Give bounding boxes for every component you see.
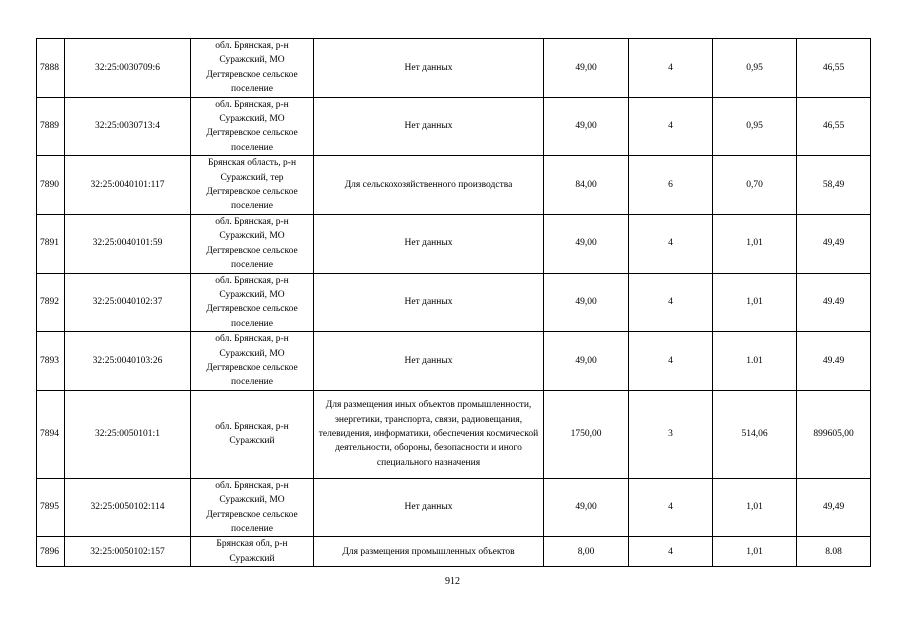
- value-2-cell: 4: [629, 273, 713, 332]
- cadastral-number-cell: 32:25:0040101:59: [65, 214, 191, 273]
- land-registry-table: [36, 38, 871, 567]
- value-3-cell: 1,01: [713, 478, 797, 537]
- value-2-cell: 6: [629, 156, 713, 215]
- value-4-cell: 49.49: [797, 273, 871, 332]
- table-row: [37, 39, 871, 98]
- row-number-cell: 7892: [37, 273, 65, 332]
- row-number-cell: 7890: [37, 156, 65, 215]
- cadastral-number-cell: 32:25:0050102:114: [65, 478, 191, 537]
- table-row: [37, 478, 871, 537]
- cadastral-number-cell: 32:25:0050102:157: [65, 537, 191, 567]
- row-number-cell: 7891: [37, 214, 65, 273]
- value-3-cell: 1,01: [713, 273, 797, 332]
- table-row: [37, 390, 871, 478]
- permitted-use-cell: Нет данных: [314, 39, 544, 98]
- permitted-use-cell: Нет данных: [314, 273, 544, 332]
- value-4-cell: 58,49: [797, 156, 871, 215]
- permitted-use-cell: Нет данных: [314, 97, 544, 156]
- address-cell: обл. Брянская, р-н Суражский, МО Дегтяревское сельское поселение: [191, 39, 314, 98]
- permitted-use-cell: Для размещения иных объектов промышленности, энергетики, транспорта, связи, радиовещания, телевидения, информатики, обеспечения космической деятельности, обороны, безопасности и иного специального назначения: [314, 390, 544, 478]
- table-row: [37, 273, 871, 332]
- address-cell: Брянская область, р-н Суражский, тер Дегтяревское сельское поселение: [191, 156, 314, 215]
- value-4-cell: 899605,00: [797, 390, 871, 478]
- permitted-use-cell: Нет данных: [314, 478, 544, 537]
- row-number-cell: 7889: [37, 97, 65, 156]
- value-1-cell: 84,00: [544, 156, 629, 215]
- address-cell: Брянская обл, р-н Суражский: [191, 537, 314, 567]
- value-3-cell: 1,01: [713, 537, 797, 567]
- row-number-cell: 7894: [37, 390, 65, 478]
- value-1-cell: 49,00: [544, 332, 629, 391]
- value-1-cell: 8,00: [544, 537, 629, 567]
- address-cell: обл. Брянская, р-н Суражский, МО Дегтяревское сельское поселение: [191, 214, 314, 273]
- value-3-cell: 1.01: [713, 332, 797, 391]
- value-1-cell: 1750,00: [544, 390, 629, 478]
- value-3-cell: 514,06: [713, 390, 797, 478]
- table-row: [37, 97, 871, 156]
- table-row: [37, 156, 871, 215]
- row-number-cell: 7893: [37, 332, 65, 391]
- address-cell: обл. Брянская, р-н Суражский, МО Дегтяревское сельское поселение: [191, 478, 314, 537]
- value-4-cell: 46,55: [797, 97, 871, 156]
- address-cell: обл. Брянская, р-н Суражский, МО Дегтяревское сельское поселение: [191, 273, 314, 332]
- cadastral-number-cell: 32:25:0040103:26: [65, 332, 191, 391]
- value-4-cell: 8.08: [797, 537, 871, 567]
- cadastral-number-cell: 32:25:0050101:1: [65, 390, 191, 478]
- table-row: [37, 537, 871, 567]
- value-2-cell: 3: [629, 390, 713, 478]
- value-3-cell: 1,01: [713, 214, 797, 273]
- row-number-cell: 7888: [37, 39, 65, 98]
- permitted-use-cell: Нет данных: [314, 214, 544, 273]
- permitted-use-cell: Для размещения промышленных объектов: [314, 537, 544, 567]
- cadastral-number-cell: 32:25:0040102:37: [65, 273, 191, 332]
- address-cell: обл. Брянская, р-н Суражский, МО Дегтяревское сельское поселение: [191, 332, 314, 391]
- value-1-cell: 49,00: [544, 97, 629, 156]
- value-2-cell: 4: [629, 332, 713, 391]
- value-3-cell: 0,95: [713, 39, 797, 98]
- value-3-cell: 0,70: [713, 156, 797, 215]
- value-2-cell: 4: [629, 214, 713, 273]
- cadastral-number-cell: 32:25:0040101:117: [65, 156, 191, 215]
- value-2-cell: 4: [629, 478, 713, 537]
- table-row: [37, 214, 871, 273]
- row-number-cell: 7896: [37, 537, 65, 567]
- value-2-cell: 4: [629, 537, 713, 567]
- address-cell: обл. Брянская, р-н Суражский: [191, 390, 314, 478]
- cadastral-number-cell: 32:25:0030713:4: [65, 97, 191, 156]
- page-number: 912: [445, 576, 460, 587]
- value-2-cell: 4: [629, 97, 713, 156]
- value-1-cell: 49,00: [544, 273, 629, 332]
- value-4-cell: 46,55: [797, 39, 871, 98]
- value-3-cell: 0,95: [713, 97, 797, 156]
- value-1-cell: 49,00: [544, 214, 629, 273]
- permitted-use-cell: Для сельскохозяйственного производства: [314, 156, 544, 215]
- address-cell: обл. Брянская, р-н Суражский, МО Дегтяревское сельское поселение: [191, 97, 314, 156]
- table-row: [37, 332, 871, 391]
- value-1-cell: 49,00: [544, 39, 629, 98]
- cadastral-number-cell: 32:25:0030709:6: [65, 39, 191, 98]
- value-2-cell: 4: [629, 39, 713, 98]
- permitted-use-cell: Нет данных: [314, 332, 544, 391]
- value-4-cell: 49,49: [797, 478, 871, 537]
- value-4-cell: 49,49: [797, 214, 871, 273]
- row-number-cell: 7895: [37, 478, 65, 537]
- value-1-cell: 49,00: [544, 478, 629, 537]
- value-4-cell: 49.49: [797, 332, 871, 391]
